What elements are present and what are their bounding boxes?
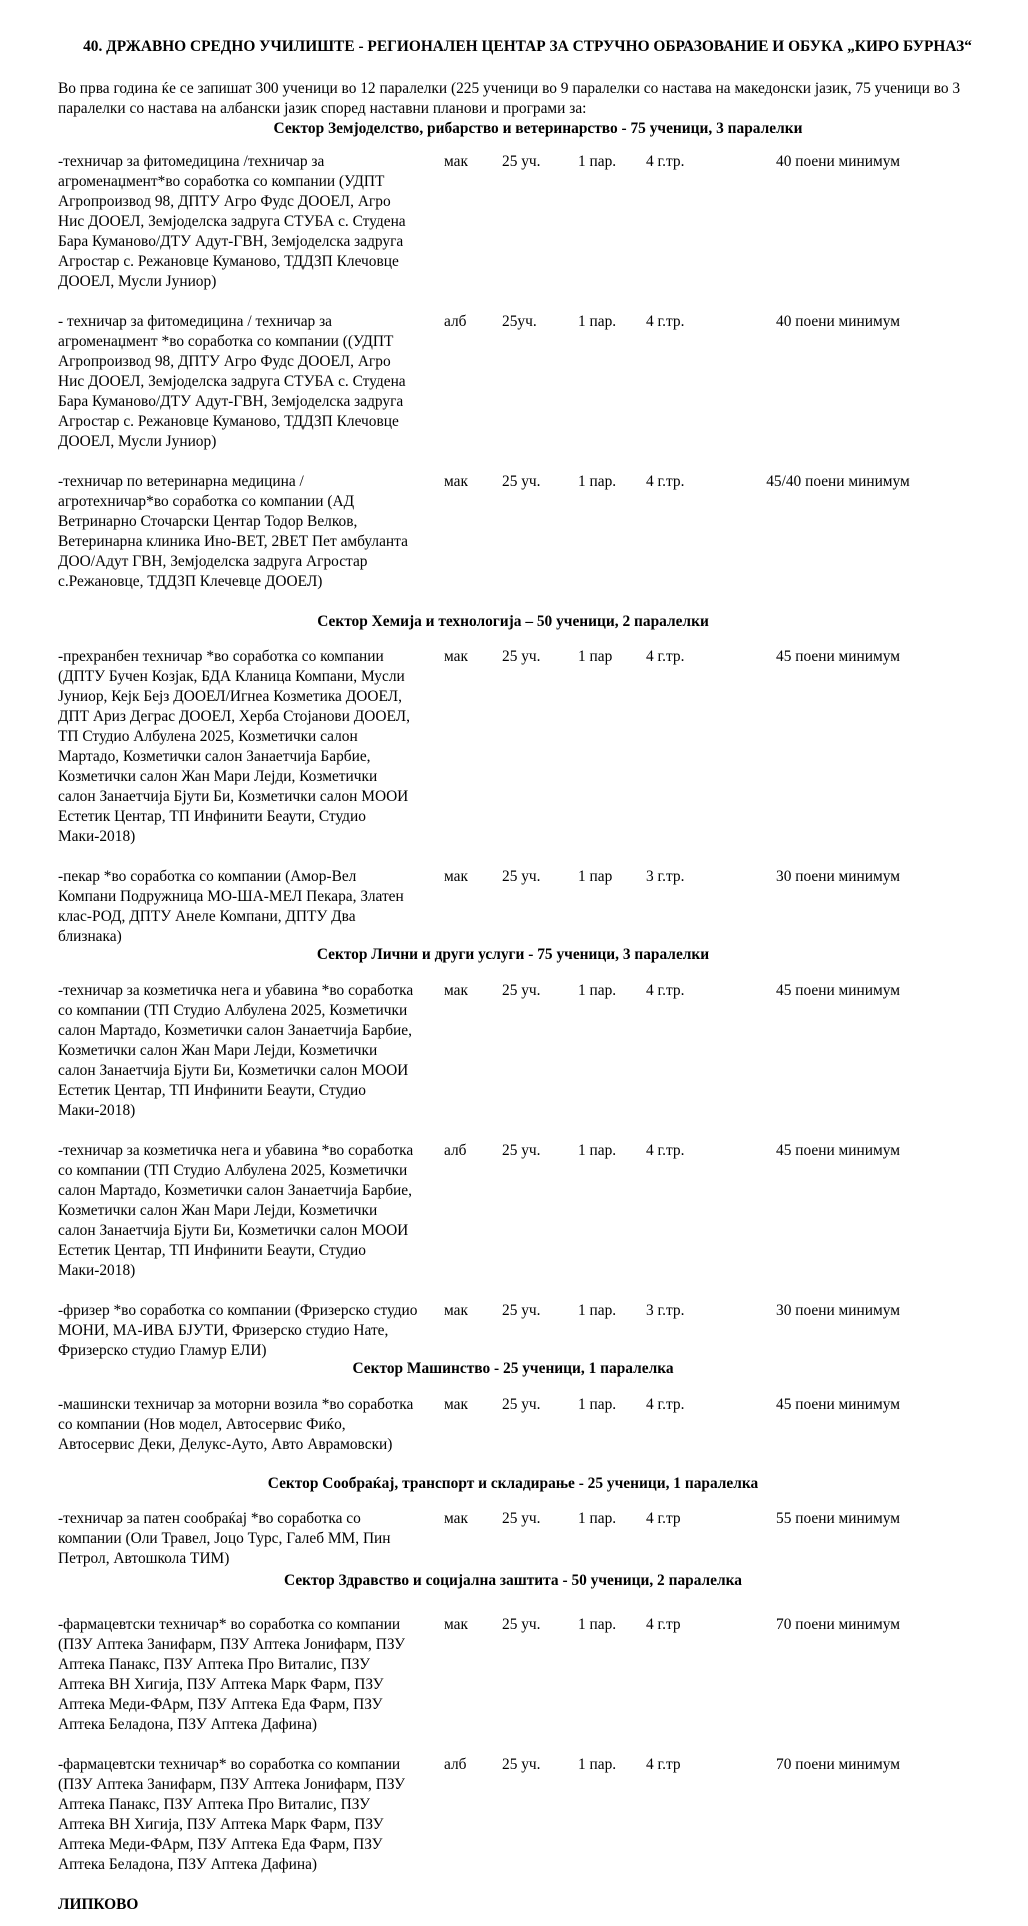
program-description: -техничар за патен сообраќај *во соработка со компании (Оли Травел, Јоцо Турс, Галеб ММ, Пин Петрол, Автошкола ТИМ) (58, 1510, 391, 1567)
sector-heading: Сектор Лични и други услуги - 75 ученици, 3 паралелки (316, 946, 710, 963)
points-cell: 40 поени минимум (776, 313, 900, 330)
students-cell: 25 уч. (502, 982, 541, 999)
program-row (58, 1509, 1018, 1567)
points-cell: 40 поени минимум (776, 153, 900, 170)
program-row (58, 1755, 1018, 1873)
program-row (58, 312, 1018, 450)
language-cell: алб (444, 1142, 467, 1159)
students-cell: 25 уч. (502, 153, 541, 170)
points-cell: 45 поени минимум (776, 1142, 900, 1159)
points-cell: 45 поени минимум (776, 1396, 900, 1413)
program-row (58, 152, 1018, 290)
grade-cell: 4 г.тр (646, 1756, 681, 1773)
students-cell: 25 уч. (502, 1616, 541, 1633)
sector-heading: Сектор Здравство и социјална заштита - 50 ученици, 2 паралелка (284, 1572, 742, 1589)
grade-cell: 4 г.тр. (646, 648, 685, 665)
students-cell: 25 уч. (502, 473, 541, 490)
program-row (58, 867, 1018, 945)
points-cell: 45 поени минимум (776, 982, 900, 999)
students-cell: 25уч. (502, 313, 537, 330)
classes-cell: 1 пар. (578, 1396, 617, 1413)
grade-cell: 4 г.тр. (646, 473, 685, 490)
grade-cell: 4 г.тр. (646, 982, 685, 999)
points-cell: 70 поени минимум (776, 1756, 900, 1773)
language-cell: мак (444, 982, 468, 999)
sector-heading: Сектор Машинство - 25 ученици, 1 паралелка (352, 1360, 674, 1377)
points-cell: 70 поени минимум (776, 1616, 900, 1633)
sector-heading: Сектор Сообраќај, транспорт и складирање - 25 ученици, 1 паралелка (267, 1475, 759, 1492)
points-cell: 30 поени минимум (776, 1302, 900, 1319)
sector-heading-0: Сектор Земјоделство, рибарство и ветеринарство - 75 ученици, 3 паралелки (273, 120, 803, 137)
grade-cell: 3 г.тр. (646, 1302, 685, 1319)
classes-cell: 1 пар (578, 868, 613, 885)
classes-cell: 1 пар. (578, 1142, 617, 1159)
language-cell: алб (444, 313, 467, 330)
classes-cell: 1 пар. (578, 982, 617, 999)
grade-cell: 4 г.тр. (646, 153, 685, 170)
points-cell: 30 поени минимум (776, 868, 900, 885)
intro-text: Во прва година ќе се запишат 300 ученици во 12 паралелки (225 ученици во 9 паралелки со настава на македонски јазик, 75 ученици во 3 паралелки со настава на албански јазик според наставни планови и програми за: (58, 80, 961, 117)
program-description: -пекар *во соработка со компании (Амор-Вел Компани Подружница МО-ША-МЕЛ Пекара, Златен клас-РОД, ДПТУ Анеле Компани, ДПТУ Два близнака) (58, 868, 404, 945)
students-cell: 25 уч. (502, 1396, 541, 1413)
points-cell: 45 поени минимум (776, 648, 900, 665)
students-cell: 25 уч. (502, 868, 541, 885)
grade-cell: 4 г.тр. (646, 1396, 685, 1413)
grade-cell: 3 г.тр. (646, 868, 685, 885)
language-cell: мак (444, 648, 468, 665)
points-cell: 55 поени минимум (776, 1510, 900, 1527)
program-description: -техничар за фитомедицина /техничар за агроменаџмент*во соработка со компании (УДПТ Агропроизвод 98, ДПТУ Агро Фудс ДООЕЛ, Агро Нис ДООЕЛ, Земјоделска задруга СТУБА с. Студена Бара Куманово/ДТУ Адут-ГВН, Земјоделска задруга Агростар с. Режановце Куманово, ТДДЗП Клечовце ДООЕЛ, Мусли Јуниор) (58, 153, 406, 290)
program-row (58, 1301, 1018, 1359)
language-cell: мак (444, 1510, 468, 1527)
language-cell: мак (444, 153, 468, 170)
classes-cell: 1 пар. (578, 1616, 617, 1633)
program-row (58, 472, 1018, 590)
program-row (58, 1141, 1018, 1279)
language-cell: алб (444, 1756, 467, 1773)
intro-paragraph (58, 79, 1018, 139)
students-cell: 25 уч. (502, 1756, 541, 1773)
grade-cell: 4 г.тр (646, 1510, 681, 1527)
program-description: -техничар по ветеринарна медицина / агротехничар*во соработка со компании (АД Ветринарно Сточарски Центар Тодор Велков, Ветеринарна клиника Ино-ВЕТ, 2ВЕТ Пет амбуланта ДОО/Адут ГВН, Земјоделска задруга Агростар с.Режановце, ТДДЗП Клечевце ДООЕЛ) (58, 473, 408, 590)
grade-cell: 4 г.тр. (646, 313, 685, 330)
program-description: -фризер *во соработка со компании (Фризерско студио МОНИ, МА-ИВА БЈУТИ, Фризерско студио Нате, Фризерско студио Гламур ЕЛИ) (58, 1302, 418, 1359)
grade-cell: 4 г.тр (646, 1616, 681, 1633)
classes-cell: 1 пар. (578, 1510, 617, 1527)
program-row (58, 647, 1018, 845)
classes-cell: 1 пар. (578, 153, 617, 170)
program-row (58, 1395, 1018, 1453)
program-description: -машински техничар за моторни возила *во соработка со компании (Нов модел, Автосервис Фиќо, Автосервис Деки, Делукс-Ауто, Авто Аврамовски) (58, 1396, 414, 1453)
municipality-heading: ЛИПКОВО (58, 1896, 139, 1913)
sector-heading: Сектор Хемија и технологија – 50 ученици, 2 паралелки (317, 613, 709, 630)
students-cell: 25 уч. (502, 1302, 541, 1319)
classes-cell: 1 пар. (578, 473, 617, 490)
students-cell: 25 уч. (502, 648, 541, 665)
classes-cell: 1 пар. (578, 313, 617, 330)
program-description: - техничар за фитомедицина / техничар за агроменаџмент *во соработка со компании ((УДПТ Агропроизвод 98, ДПТУ Агро Фудс ДООЕЛ, Агро Нис ДООЕЛ, Земјоделска задруга СТУБА с. Студена Бара Куманово/ДТУ Адут-ГВН, Земјоделска задруга Агростар с. Режановце Куманово, ТДДЗП Клечовце ДООЕЛ, Мусли Јуниор) (58, 313, 406, 450)
students-cell: 25 уч. (502, 1510, 541, 1527)
language-cell: мак (444, 1302, 468, 1319)
grade-cell: 4 г.тр. (646, 1142, 685, 1159)
school-title: 40. ДРЖАВНО СРЕДНО УЧИЛИШТЕ - РЕГИОНАЛЕН ЦЕНТАР ЗА СТРУЧНО ОБРАЗОВАНИЕ И ОБУКА „КИРО БУРНАЗ“ (83, 38, 972, 55)
language-cell: мак (444, 1616, 468, 1633)
program-row (58, 1615, 1018, 1733)
classes-cell: 1 пар. (578, 1756, 617, 1773)
classes-cell: 1 пар. (578, 1302, 617, 1319)
students-cell: 25 уч. (502, 1142, 541, 1159)
program-description: -техничар за козметичка нега и убавина *во соработка со компании (ТП Студио Албулена 2025, Козметички салон Мартадо, Козметички салон Занаетчија Барбие, Козметички салон Жан Мари Леjди, Козметички салон Занаетчија Бјути Би, Козметички салон МООИ Естетик Центар, ТП Инфинити Беаути, Студио Маки-2018) (58, 1142, 414, 1279)
language-cell: мак (444, 473, 468, 490)
language-cell: мак (444, 868, 468, 885)
points-cell: 45/40 поени минимум (766, 473, 910, 490)
classes-cell: 1 пар (578, 648, 613, 665)
program-description: -фармацевтски техничар* во соработка со компании (ПЗУ Аптека Занифарм, ПЗУ Аптека Јонифарм, ПЗУ Аптека Панакс, ПЗУ Аптека Про Виталис, ПЗУ Аптека ВН Хигија, ПЗУ Аптека Марк Фарм, ПЗУ Аптека Меди-ФАрм, ПЗУ Аптека Еда Фарм, ПЗУ Аптека Беладона, ПЗУ Аптека Дафина) (58, 1616, 406, 1733)
program-row (58, 981, 1018, 1119)
program-description: -прехранбен техничар *во соработка со компании (ДПТУ Бучен Козјак, БДА Кланица Компани, Мусли Јуниор, Кејк Бејз ДООЕЛ/Игнеа Козметика ДООЕЛ, ДПТ Ариз Деграс ДООЕЛ, Херба Стојанови ДООЕЛ, ТП Студио Албулена 2025, Козметички салон Мартадо, Козметички салон Занаетчија Барбие, Козметички салон Жан Мари Леjди, Козметички салон Занаетчија Бјути Би, Козметички салон МООИ Естетик Центар, ТП Инфинити Беаути, Студио Маки-2018) (58, 648, 410, 845)
program-description: -фармацевтски техничар* во соработка со компании (ПЗУ Аптека Занифарм, ПЗУ Аптека Јонифарм, ПЗУ Аптека Панакс, ПЗУ Аптека Про Виталис, ПЗУ Аптека ВН Хигија, ПЗУ Аптека Марк Фарм, ПЗУ Аптека Меди-ФАрм, ПЗУ Аптека Еда Фарм, ПЗУ Аптека Беладона, ПЗУ Аптека Дафина) (58, 1756, 406, 1873)
program-description: -техничар за козметичка нега и убавина *во соработка со компании (ТП Студио Албулена 2025, Козметички салон Мартадо, Козметички салон Занаетчија Барбие, Козметички салон Жан Мари Леjди, Козметички салон Занаетчија Бјути Би, Козметички салон МООИ Естетик Центар, ТП Инфинити Беаути, Студио Маки-2018) (58, 982, 414, 1119)
language-cell: мак (444, 1396, 468, 1413)
